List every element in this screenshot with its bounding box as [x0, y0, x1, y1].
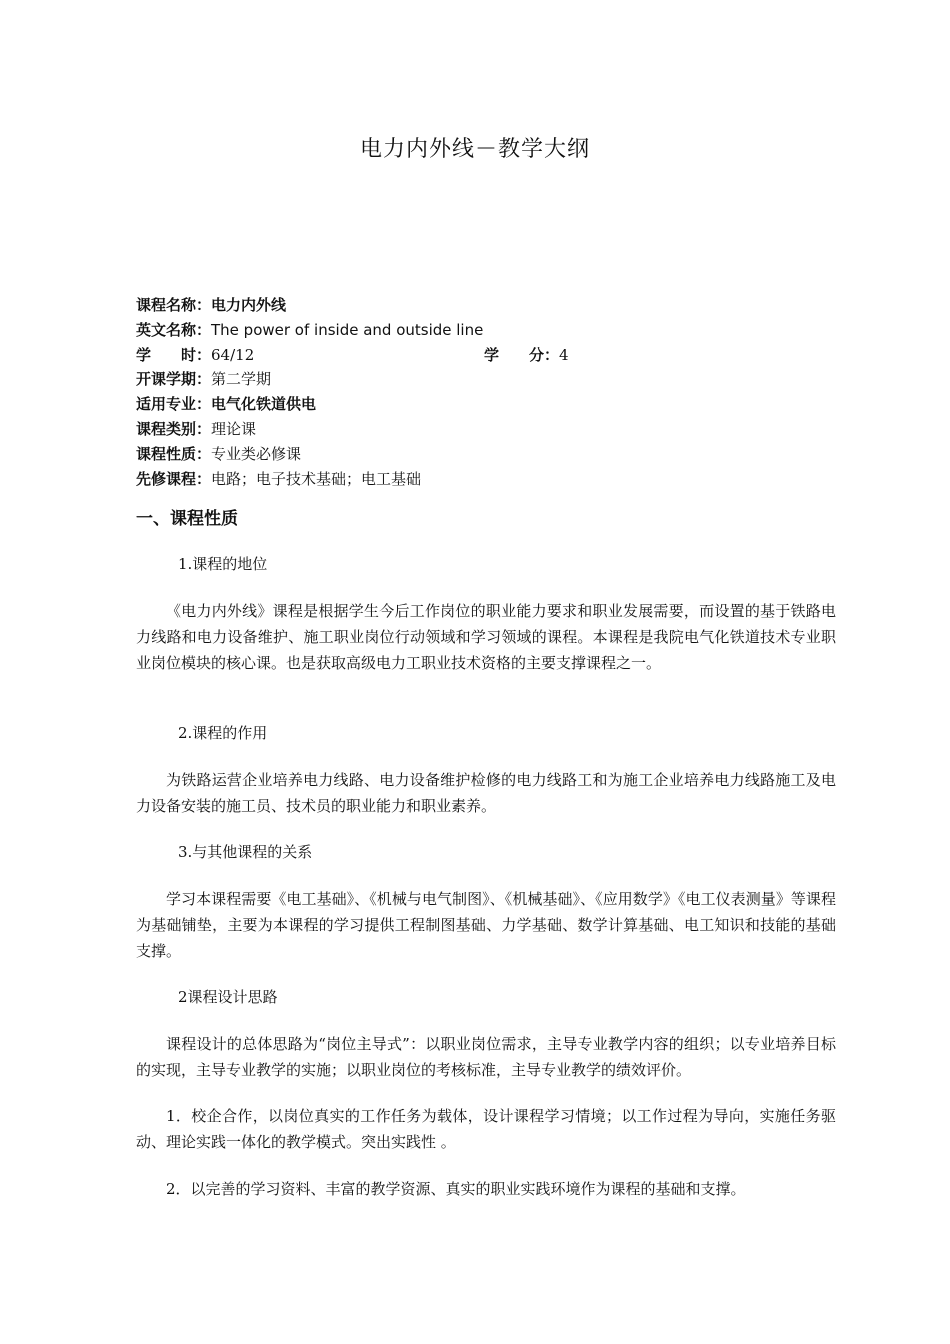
- prerequisites-label: 先修课程：: [136, 469, 212, 488]
- subheading-course-role: 2.课程的作用: [178, 724, 268, 742]
- credit-value: 4: [559, 345, 569, 364]
- paragraph-design-point-1: 1．校企合作，以岗位真实的工作任务为载体，设计课程学习情境；以工作过程为导向，实施任务驱动、理论实践一体化的教学模式。突出实践性 。: [136, 1107, 836, 1151]
- nature-label: 课程性质：: [136, 444, 212, 463]
- credit-field: [484, 343, 569, 368]
- credit-label: 学 分：: [484, 345, 560, 364]
- info-row-category: [136, 417, 836, 442]
- paragraph-course-position: 《电力内外线》课程是根据学生今后工作岗位的职业能力要求和职业发展需要，而设置的基于铁路电力线路和电力设备维护、施工职业岗位行动领域和学习领域的课程。本课程是我院电气化铁道技术专业职业岗位模块的核心课。也是获取高级电力工职业技术资格的主要支撑课程之一。: [136, 602, 836, 672]
- course-name-label: 课程名称：: [136, 296, 212, 314]
- subheading-course-position: 1.课程的地位: [178, 555, 268, 573]
- section-heading-course-nature: 一、课程性质: [136, 509, 238, 529]
- english-name-label: 英文名称：: [136, 320, 212, 339]
- course-info-block: [136, 293, 836, 491]
- prerequisites-value: 电路；电子技术基础；电工基础: [211, 469, 422, 488]
- nature-value: 专业类必修课: [211, 444, 302, 463]
- paragraph-course-role: 为铁路运营企业培养电力线路、电力设备维护检修的电力线路工和为施工企业培养电力线路施工及电力设备安装的施工员、技术员的职业能力和职业素养。: [136, 771, 836, 815]
- subheading-course-relations: 3.与其他课程的关系: [178, 843, 313, 861]
- info-row-semester: [136, 367, 836, 392]
- major-value: 电气化铁道供电: [211, 395, 317, 414]
- category-value: 理论课: [211, 419, 257, 438]
- paragraph-course-relations: 学习本课程需要《电工基础》、《机械与电气制图》、《机械基础》、《应用数学》《电工仪表测量》等课程为基础铺垫，主要为本课程的学习提供工程制图基础、力学基础、数学计算基础、电工知识和技能的基础支撑。: [136, 890, 836, 960]
- category-label: 课程类别：: [136, 419, 212, 438]
- info-row-course-name: [136, 293, 836, 318]
- paragraph-design-point-2: 2．以完善的学习资料、丰富的教学资源、真实的职业实践环境作为课程的基础和支撑。: [166, 1180, 746, 1198]
- english-name-value: The power of inside and outside line: [211, 320, 484, 339]
- info-row-nature: [136, 442, 836, 467]
- paragraph-course-design: 课程设计的总体思路为“岗位主导式”：以职业岗位需求，主导专业教学内容的组织；以专业培养目标的实现，主导专业教学的实施；以职业岗位的考核标准，主导专业教学的绩效评价。: [136, 1035, 836, 1079]
- info-row-prerequisites: [136, 467, 836, 492]
- hours-value: 64/12: [211, 345, 255, 364]
- document-title: 电力内外线－教学大纲: [359, 137, 590, 162]
- major-label: 适用专业：: [136, 395, 212, 414]
- info-row-major: [136, 392, 836, 417]
- info-row-hours-credit: [136, 343, 836, 368]
- semester-label: 开课学期：: [136, 370, 212, 389]
- subheading-course-design: 2课程设计思路: [178, 988, 278, 1006]
- semester-value: 第二学期: [211, 370, 272, 389]
- course-name-value: 电力内外线: [211, 296, 287, 314]
- info-row-english-name: [136, 318, 836, 343]
- hours-label: 学 时：: [136, 345, 212, 364]
